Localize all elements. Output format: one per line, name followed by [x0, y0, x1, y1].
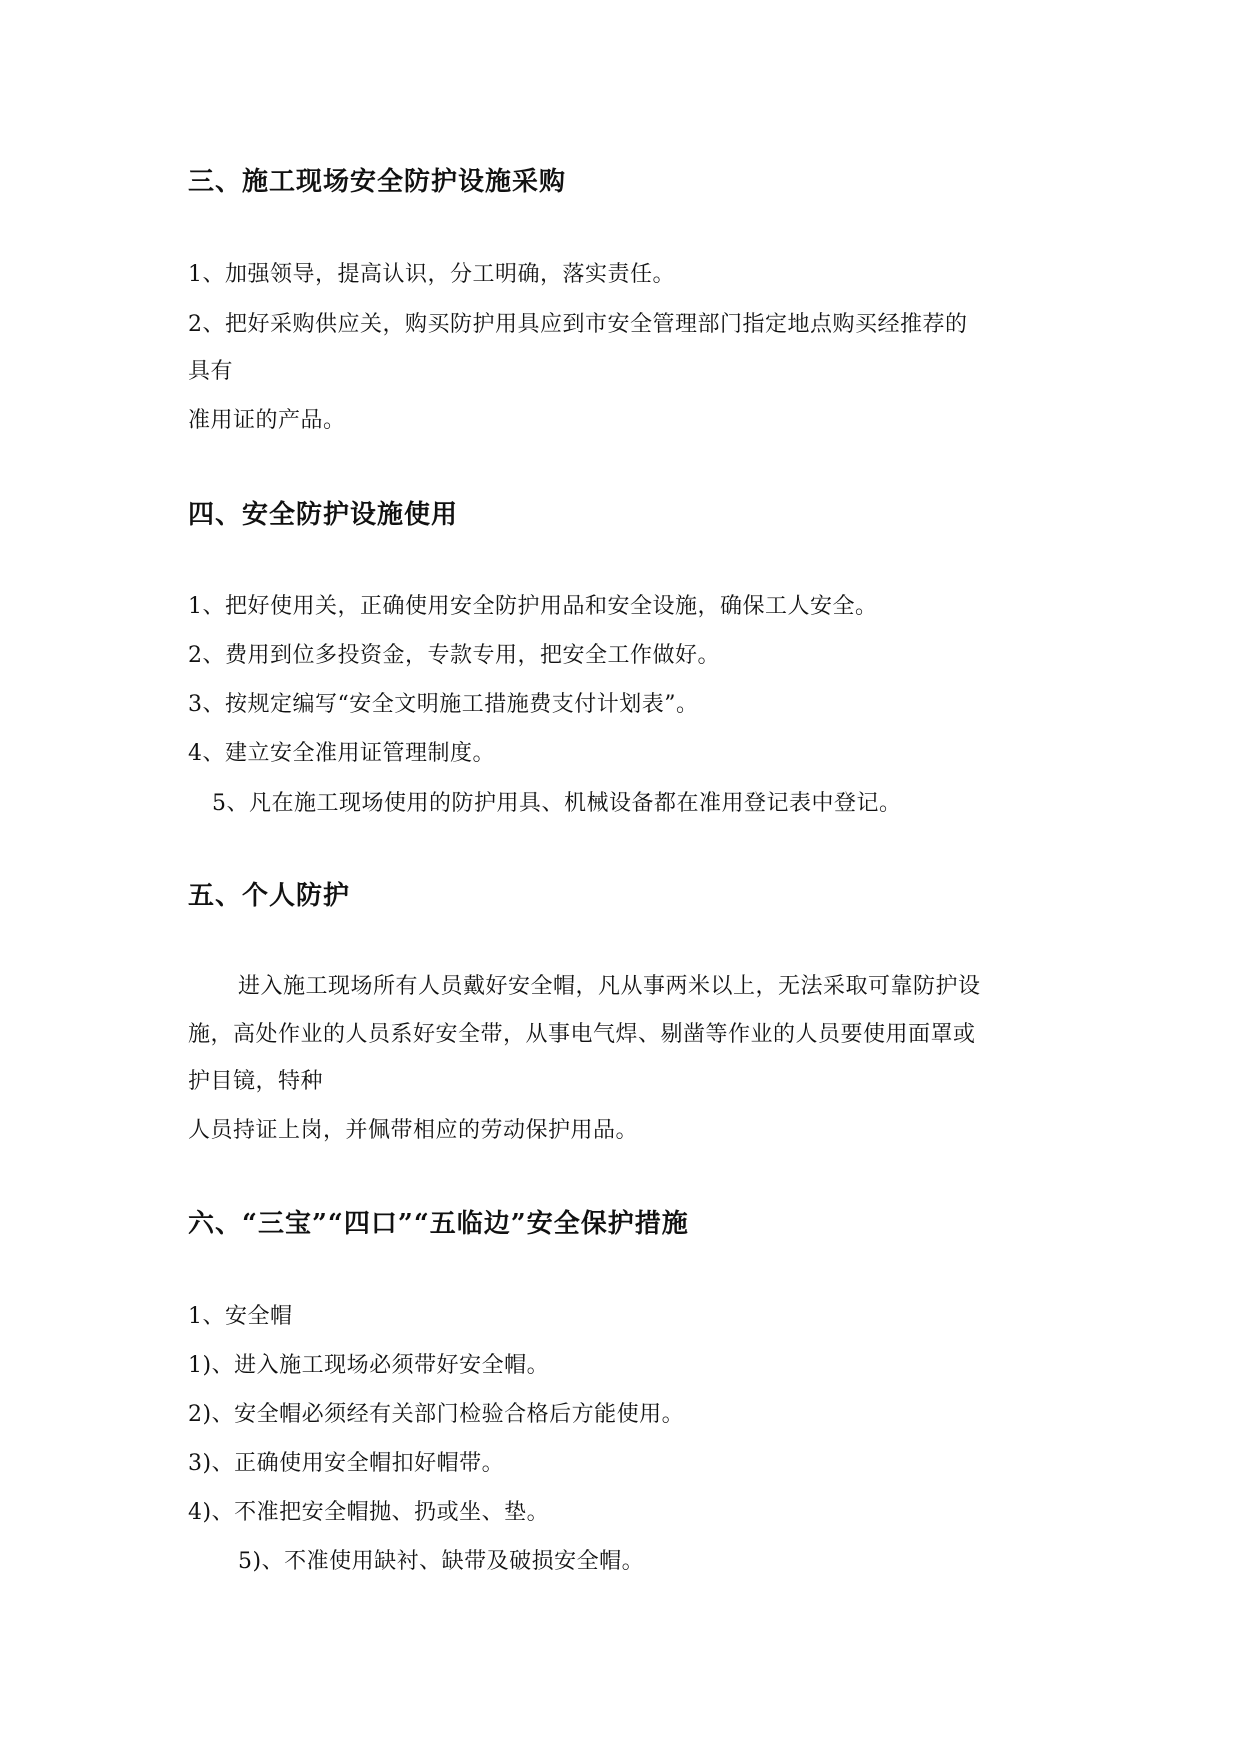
paragraph-line: 2、把好采购供应关，购买防护用具应到市安全管理部门指定地点购买经推荐的	[188, 312, 968, 337]
paragraph-line: 1、把好使用关，正确使用安全防护用品和安全设施，确保工人安全。	[188, 594, 878, 619]
paragraph-line: 5、凡在施工现场使用的防护用具、机械设备都在准用登记表中登记。	[212, 791, 902, 816]
paragraph-line: 人员持证上岗，并佩带相应的劳动保护用品。	[188, 1118, 639, 1143]
paragraph-line: 1、加强领导，提高认识，分工明确，落实责任。	[188, 262, 675, 287]
paragraph-line: 5)、不准使用缺衬、缺带及破损安全帽。	[238, 1549, 645, 1574]
paragraph-line: 4、建立安全准用证管理制度。	[188, 741, 495, 766]
paragraph-line: 2)、安全帽必须经有关部门检验合格后方能使用。	[188, 1402, 685, 1427]
paragraph-line: 2、费用到位多投资金，专款专用，把安全工作做好。	[188, 643, 720, 668]
section-heading-4: 四、安全防护设施使用	[188, 500, 459, 530]
paragraph-line: 具有	[188, 359, 234, 384]
section-heading-3: 三、施工现场安全防护设施采购	[188, 167, 567, 197]
paragraph-line: 3、按规定编写“安全文明施工措施费支付计划表”。	[188, 692, 699, 717]
paragraph-line: 护目镜，特种	[188, 1069, 324, 1094]
paragraph-line: 进入施工现场所有人员戴好安全帽，凡从事两米以上，无法采取可靠防护设	[238, 974, 981, 999]
paragraph-line: 1)、进入施工现场必须带好安全帽。	[188, 1353, 550, 1378]
paragraph-line: 准用证的产品。	[188, 408, 346, 433]
section-heading-5: 五、个人防护	[188, 881, 351, 911]
paragraph-line: 施，高处作业的人员系好安全带，从事电气焊、剔凿等作业的人员要使用面罩或	[188, 1022, 976, 1047]
section-heading-6: 六、“三宝”“四口”“五临边”安全保护措施	[188, 1209, 689, 1239]
paragraph-line: 3)、正确使用安全帽扣好帽带。	[188, 1451, 505, 1476]
paragraph-line: 1、安全帽	[188, 1304, 293, 1329]
paragraph-line: 4)、不准把安全帽抛、扔或坐、垫。	[188, 1500, 550, 1525]
